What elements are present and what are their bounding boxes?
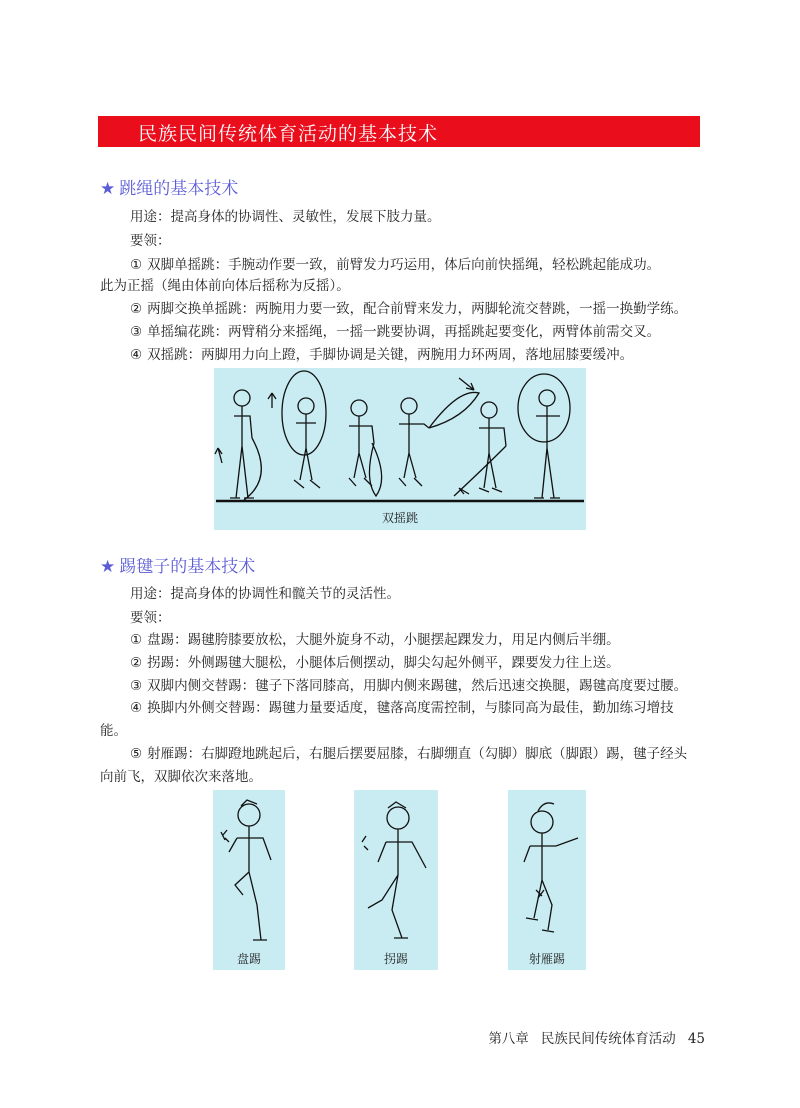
- star-icon: ★: [100, 557, 116, 577]
- rope-essentials-label: 要领：: [130, 233, 171, 249]
- rope-heading-text: 跳绳的基本技术: [119, 179, 239, 199]
- guai-kick-figure: [354, 790, 438, 970]
- guai-kick-illustration: [354, 790, 438, 948]
- rope-item-1: ① 双脚单摇跳：手腕动作要一致，前臂发力巧运用，体后向前快摇绳，轻松跳起能成功。: [130, 257, 661, 273]
- chapter-banner: [98, 116, 700, 147]
- double-skip-figure: [214, 368, 586, 530]
- shuttle-item-5: ⑤ 射雁踢：右脚蹬地跳起后，右腿后摆要屈膝，右脚绷直（勾脚）脚底（脚跟）踢，毽子经头向前飞，双脚依次来落地。: [100, 746, 688, 785]
- goose-kick-caption: 射雁踢: [528, 952, 565, 966]
- footer-chapter: 第八章: [488, 1031, 529, 1047]
- rope-item-1-cont: 此为正摇（绳由体前向体后摇称为反摇）。: [100, 278, 350, 294]
- shuttle-item-1: ① 盘踢：踢毽胯膝要放松，大腿外旋身不动，小腿摆起踝发力，用足内侧后半绷。: [130, 632, 620, 648]
- shuttle-item-4: ④ 换脚内外侧交替踢：踢毽力量要适度，毽落高度需控制，与膝同高为最佳，勤加练习增技能。: [100, 700, 674, 739]
- pan-kick-illustration: [213, 790, 285, 948]
- shuttle-item-3: ③ 双脚内侧交替踢：毽子下落同膝高，用脚内侧来踢毽，然后迅速交换腿，踢毽高度要过腰。: [130, 678, 688, 694]
- rope-item-4: ④ 双摇跳：两脚用力向上蹬，手脚协调是关键，两腕用力环两周，落地屈膝要缓冲。: [130, 347, 634, 363]
- rope-section-heading: [100, 174, 238, 199]
- pan-kick-figure: [213, 790, 285, 970]
- banner-title: 民族民间传统体育活动的基本技术: [138, 123, 439, 145]
- goose-kick-figure: [508, 790, 586, 970]
- shuttle-use: 用途：提高身体的协调性和髋关节的灵活性。: [130, 586, 400, 602]
- shuttle-section-heading: [100, 552, 255, 577]
- shuttle-essentials-label: 要领：: [130, 610, 171, 626]
- double-skip-illustration: [214, 368, 586, 530]
- shuttle-heading-text: 踢毽子的基本技术: [119, 557, 256, 577]
- double-skip-caption: 双摇跳: [381, 511, 418, 525]
- guai-kick-caption: 拐踢: [383, 952, 408, 966]
- star-icon: ★: [100, 179, 116, 199]
- goose-kick-illustration: [508, 790, 586, 948]
- pan-kick-caption: 盘踢: [236, 952, 261, 966]
- page-footer: [488, 1027, 705, 1047]
- rope-use: 用途：提高身体的协调性、灵敏性，发展下肢力量。: [130, 209, 441, 225]
- rope-item-2: ② 两脚交换单摇跳：两腕用力要一致，配合前臂来发力，两脚轮流交替跳，一摇一换勤学练。: [130, 301, 688, 317]
- rope-item-3: ③ 单摇编花跳：两臂稍分来摇绳，一摇一跳要协调，再摇跳起要变化，两臂体前需交叉。: [130, 324, 661, 340]
- footer-title: 民族民间传统体育活动: [540, 1031, 676, 1047]
- page-number: 45: [687, 1031, 705, 1047]
- shuttle-item-2: ② 拐踢：外侧踢毽大腿松，小腿体后侧摆动，脚尖勾起外侧平，踝要发力往上送。: [130, 655, 620, 671]
